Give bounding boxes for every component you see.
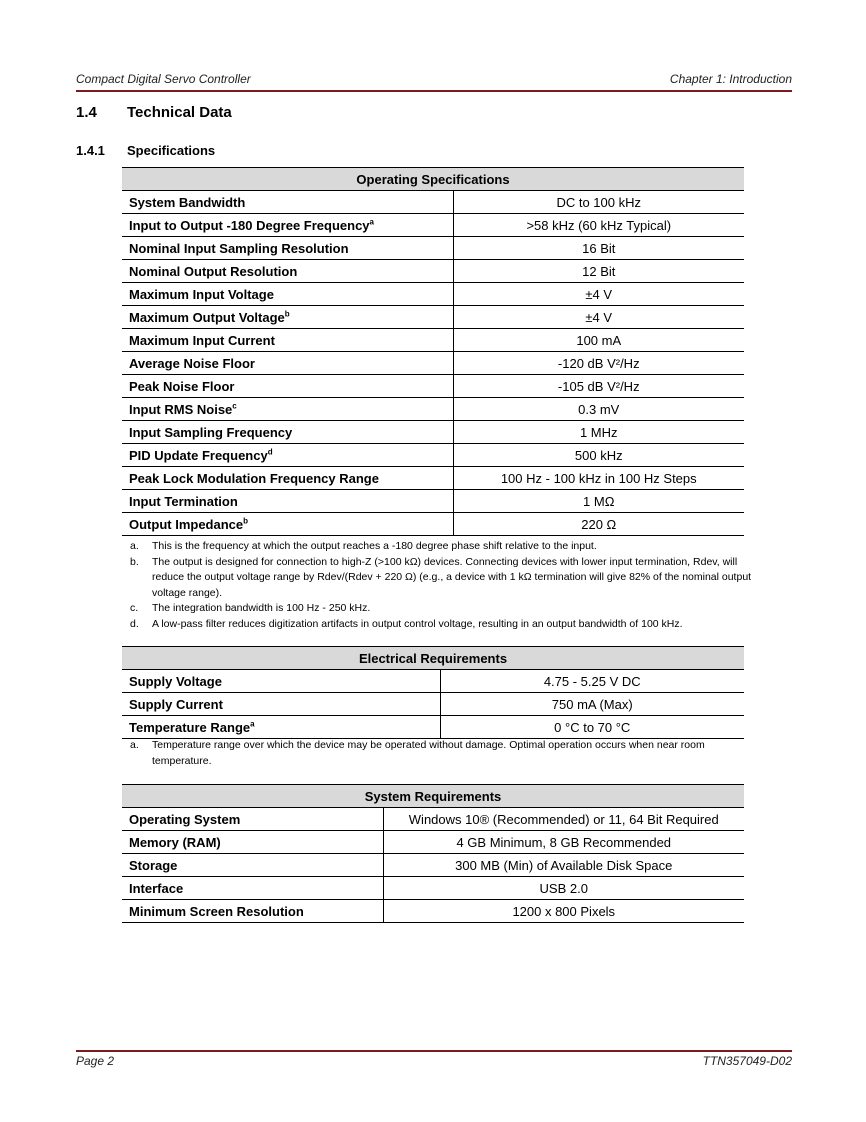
spec-name [122,716,440,739]
spec-name-text: Input to Output -180 Degree Frequency [129,217,370,233]
table-title: Electrical Requirements [122,647,744,670]
header-chapter: Chapter 1: Introduction [669,72,792,86]
table-row [122,214,744,237]
spec-name [122,831,383,854]
operating-specifications-table [122,167,744,536]
table-row [122,375,744,398]
spec-name-text: System Bandwidth [129,194,246,210]
spec-value: 220 Ω [453,513,744,536]
spec-value: 4.75 - 5.25 V DC [440,670,744,693]
electrical-footnotes [130,738,760,769]
spec-name [122,260,453,283]
header-rule [76,90,792,92]
table-title: System Requirements [122,785,744,808]
table-row [122,900,744,923]
footnote-text: The output is designed for connection to high-Z (>100 kΩ) devices. Connecting devices with lower input termination, Rdev, will reduce the output voltage range by Rdev/(Rdev + 220 Ω) (e.g., a device with 1 kΩ termination will give 82% of the nominal output voltage range). [152,555,752,599]
spec-name [122,237,453,260]
table-row [122,877,744,900]
spec-name-text: Peak Noise Floor [129,378,235,394]
spec-name [122,191,453,214]
operating-footnotes [130,539,760,632]
spec-name [122,421,453,444]
spec-name-text: Memory (RAM) [129,834,221,850]
spec-value: >58 kHz (60 kHz Typical) [453,214,744,237]
spec-name-text: Maximum Input Current [129,332,275,348]
footnote-letter: d. [130,617,139,630]
spec-value: 1200 x 800 Pixels [383,900,744,923]
spec-name-text: Maximum Output Voltage [129,309,285,325]
table-row [122,716,744,739]
table-row [122,398,744,421]
footnote [130,738,760,769]
spec-name-text: Supply Current [129,696,223,712]
footnote-text: The integration bandwidth is 100 Hz - 250 kHz. [152,602,371,614]
spec-name-text: Nominal Input Sampling Resolution [129,240,349,256]
spec-name [122,513,453,536]
table-row [122,352,744,375]
spec-name [122,467,453,490]
footnote-marker: b [284,309,290,319]
footnote-letter: a. [130,540,139,552]
table-row [122,808,744,831]
spec-value: ±4 V [453,306,744,329]
subsection-title: Specifications [127,143,216,158]
spec-name [122,329,453,352]
footnote-marker: c [232,401,237,411]
footnote-marker: a [250,719,255,729]
spec-name [122,670,440,693]
footnote-letter: b. [130,555,139,568]
spec-name [122,900,383,923]
header-document-title: Compact Digital Servo Controller [76,72,251,86]
spec-name [122,808,383,831]
spec-name-text: Input Termination [129,493,238,509]
footnote-text: This is the frequency at which the output reaches a -180 degree phase shift relative to the input. [152,540,597,552]
spec-value: DC to 100 kHz [453,191,744,214]
spec-name-text: Temperature Range [129,719,251,735]
section-number: 1.4 [76,104,97,121]
table-row [122,670,744,693]
spec-name [122,877,383,900]
footnote-marker: d [267,447,273,457]
spec-value: 1 MHz [453,421,744,444]
spec-value: 12 Bit [453,260,744,283]
spec-name [122,306,453,329]
footnote [130,539,760,555]
spec-value: 300 MB (Min) of Available Disk Space [383,854,744,877]
spec-name [122,375,453,398]
system-requirements-table [122,784,744,923]
footnote [130,617,760,633]
footnote-letter: c. [130,602,139,614]
spec-name-text: PID Update Frequency [129,447,268,463]
spec-value: 100 mA [453,329,744,352]
document-number: TTN357049-D02 [702,1054,792,1068]
footnote-marker: a [369,217,374,227]
footnote [130,555,760,602]
section-title: Technical Data [127,104,232,121]
table-row [122,260,744,283]
spec-name-text: Output Impedance [129,516,244,532]
spec-name-text: Peak Lock Modulation Frequency Range [129,470,379,486]
spec-value: 500 kHz [453,444,744,467]
footnote-letter: a. [130,739,139,751]
table-row [122,421,744,444]
spec-name-text: Average Noise Floor [129,355,255,371]
spec-name [122,214,453,237]
spec-name-text: Storage [129,857,178,873]
spec-name [122,490,453,513]
table-title: Operating Specifications [122,168,744,191]
table-row [122,490,744,513]
spec-value: 100 Hz - 100 kHz in 100 Hz Steps [453,467,744,490]
table-row [122,693,744,716]
electrical-requirements-table [122,646,744,739]
spec-name [122,283,453,306]
spec-name-text: Maximum Input Voltage [129,286,274,302]
spec-value: 0.3 mV [453,398,744,421]
spec-name-text: Input RMS Noise [129,401,233,417]
spec-name [122,693,440,716]
spec-name-text: Nominal Output Resolution [129,263,298,279]
table-row [122,444,744,467]
spec-name-text: Interface [129,880,184,896]
footnote [130,601,760,617]
spec-name-text: Minimum Screen Resolution [129,903,304,919]
footnote-text: A low-pass filter reduces digitization artifacts in output control voltage, resulting in an output bandwidth of 100 kHz. [152,617,683,630]
footnote-text: Temperature range over which the device may be operated without damage. Optimal operation occurs when near room temperature. [152,739,705,767]
spec-name [122,854,383,877]
spec-name-text: Supply Voltage [129,673,222,689]
table-row [122,329,744,352]
spec-name-text: Operating System [129,811,241,827]
spec-value: 0 °C to 70 °C [440,716,744,739]
spec-value: USB 2.0 [383,877,744,900]
spec-value: -120 dB V²/Hz [453,352,744,375]
table-row [122,467,744,490]
spec-value: 4 GB Minimum, 8 GB Recommended [383,831,744,854]
footnote-marker: b [243,516,249,526]
spec-value: -105 dB V²/Hz [453,375,744,398]
table-row [122,831,744,854]
spec-name [122,444,453,467]
spec-value: 750 mA (Max) [440,693,744,716]
spec-name [122,352,453,375]
spec-value: 16 Bit [453,237,744,260]
table-row [122,854,744,877]
table-row [122,283,744,306]
spec-value: ±4 V [453,283,744,306]
table-row [122,513,744,536]
table-row [122,306,744,329]
spec-name [122,398,453,421]
spec-name-text: Input Sampling Frequency [129,424,293,440]
spec-value: Windows 10® (Recommended) or 11, 64 Bit Required [383,808,744,831]
table-row [122,237,744,260]
footer-rule [76,1050,792,1052]
subsection-number: 1.4.1 [76,143,105,158]
table-row [122,191,744,214]
spec-value: 1 MΩ [453,490,744,513]
page-number: Page 2 [76,1054,115,1068]
